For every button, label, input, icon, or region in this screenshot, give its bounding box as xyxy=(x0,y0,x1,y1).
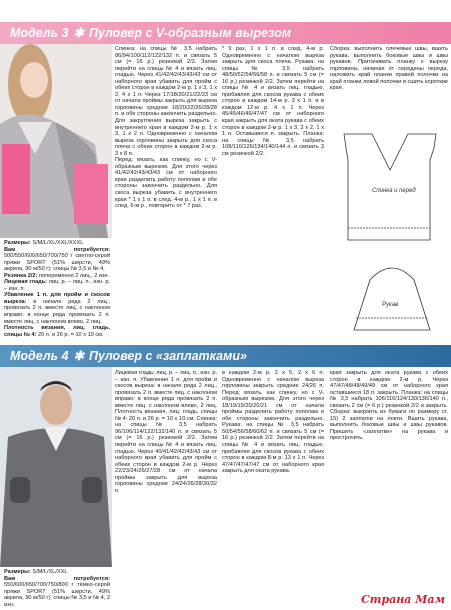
model3-front-text: Перед: вязать, как спинку, но с V-образным вырезом. Для этого через 41/42/42/43/43/43 см от наборного края разделить работу пополам и обе стороны закончить раздельно. Для скоса выреза убавить с внутреннего края * 1 х 1 п. в след. 4-м р., 1 х 1 п. в след. 6-м р., повторить от * 7 раз. xyxy=(115,157,217,210)
spec-text: лиц. р. – лиц. п., изн. р. – изн. п. xyxy=(4,279,110,292)
model4-photo xyxy=(0,367,112,567)
spec-text: 550/600/650/700/750/800 г тёмно-серой пряжи SPORT (51% шерсти, 49% акрила, 90 м/50 г); спицы № 3,5 и № 4, 2 изн. xyxy=(4,582,110,608)
spec-materials xyxy=(4,247,110,273)
spec-gauge xyxy=(4,325,110,338)
model3-assembly-text: Сборка: выполнить плечевые швы, вшить рукава, выполнить боковые швы и швы рукавов. Притачивать планку к вырезу горловины, начиная от середины переда, наложить край планки правой полочки на край планки левой полочки и сшить короткие края. xyxy=(330,46,448,92)
star-icon: ✱ xyxy=(73,26,84,40)
spec-label: Вам потребуется: xyxy=(4,575,110,582)
spec-label: Размеры: xyxy=(4,569,31,575)
model3-title: Пуловер с V-образным вырезом xyxy=(89,26,292,40)
spec-label: Размеры: xyxy=(4,240,31,246)
sleeve-label: Рукав xyxy=(382,302,399,308)
model3-col4 xyxy=(330,46,448,118)
spec-text: 500/550/600/650/700/750 г светло-серой пряжи SPORT (51% шерсти, 49% акрила, 90 м/50 г); спицы № 3,5 и № 4. xyxy=(4,253,110,273)
model3-col2 xyxy=(115,46,217,340)
spec-label: Резинка 2/2: xyxy=(4,272,38,279)
model3-number: Модель 3 xyxy=(10,26,69,40)
model4-number: Модель 4 xyxy=(10,349,69,363)
model4-col2 xyxy=(115,370,217,608)
spec-text: попеременно 2 лиц., 2 изн. xyxy=(38,272,110,279)
model4-back-text: Лицевая гладь: лиц. р. – лиц. п., изн. р. – изн. п. Убавление 1 п. для пройм и скосов выреза: в начале ряда 2 лиц., провязать 2 п. вместе лиц. с наклоном вправо; в конце ряда провязать 2 п. вместе лиц. с наклоном влево, 2 лиц. Плотность вязания, лиц. гладь, спицы № 4: 20 п. и 26 р. = 10 х 10 см. Спинка: на спицы № 3,5 набрать 96/106/114/122/132/140 п. и связать 5 см (= 16 р.) резинкой 2/2. Затем перейти на спицы № 4 и вязать лиц. гладью. Через 40/41/42/42/43/43 см от наборного края убавить для пройм с обеих сторон в каждом 2-м р. Через 22/23/24/26/27/28 см от начала проймы закрыть для выреза горловины средние 24/24/26/28/30/32 п. xyxy=(115,370,217,494)
model3-banner xyxy=(0,22,451,44)
spec-materials xyxy=(4,576,110,609)
front-back-label: Спинка и перед xyxy=(372,188,416,194)
spec-stockinette xyxy=(4,279,110,292)
model4-title: Пуловер с «заплатками» xyxy=(89,349,247,363)
spec-label: Плотность вязания, лиц. гладь, спицы № 4: xyxy=(4,325,110,338)
site-logo: Страна Мам xyxy=(361,593,445,606)
spec-text: S/M/L/XL/XXL xyxy=(32,569,68,575)
model3-specs xyxy=(4,240,110,340)
model4-photo-illustration xyxy=(0,367,112,567)
pattern-diagram xyxy=(330,120,448,342)
model3-schematic xyxy=(330,120,448,342)
model3-sleeves-text: * 9 раз, 1 х 1 п. в след. 4-м р. Одновременно с началом выреза закрыть для скоса плеча. Рукава: на спицы № 3,5 набрать 48/50/52/54/56/58 п. и связать 5 см (= 16 р.) резинкой 2/2. Затем перейти на спицы № 4 и вязать лиц. гладью, прибавляя для скосов рукава с обеих сторон в каждом 14-м р. 3 х 1 п. и в каждом 12-м р. 4 х 1 п. Через 45/45/46/46/47/47 см от наборного края закрыть для оката рукава с обеих сторон в каждом 2-м р. 1 х 3, 2 х 2, 1 х 1 п. Оставшиеся п. закрыть. Планка: на спицы № 3,5 набрать 108/116/126/134/140/144 п. и связать 3 см резинкой 2/2. xyxy=(222,46,324,157)
model3-photo xyxy=(0,44,112,238)
spec-decrease xyxy=(4,292,110,325)
model4-col3 xyxy=(222,370,324,608)
spec-label: Убавление 1 п. для пройм и скосов выреза: xyxy=(4,292,110,305)
model4-front-text: в каждом 2-м р. 2 х 5, 2 х 6 п. Одновременно с началом выреза горловины закрыть средние 24/26 п. Перед: вязать, как спинку, но с V-образным вырезом. Для этого через 18/19/19/20/20/21 см от начала проймы разделить работу пополам и обе стороны закончить раздельно. Рукава: на спицы № 3,5 набрать 50/54/56/58/60/62 п. и связать 5 см (= 16 р.) резинкой 2/2. Затем перейти на спицы № 4 и вязать лиц. гладью, прибавляя для скосов рукава с обеих сторон в каждом 8-м р. 13 х 1 п. Через 47/47/47/47/47 см от наборного края закрыть для оката рукава. xyxy=(222,370,324,475)
model4-banner xyxy=(0,345,451,367)
spec-text: в начале ряда 2 лиц., провязать 2 п. вместе лиц. с наклоном вправо; в конце ряда провязать 2 п. вместе лиц. с наклоном влево, 2 лиц. xyxy=(4,298,110,325)
model3-back-text: Спинка: на спицы № 3,5 набрать 86/94/100/112/122/132 п. и связать 5 см (= 16 р.) резинкой 2/2. Затем перейти на спицы № 4 и вязать лиц. гладью. Через 41/42/42/43/43/43 см от наборного края убавить для пройм с обеих сторон в каждом 2-м р. 1 х 3, 1 х 2, 4 х 1 п. Через 17/18/20/21/22/23 см от начала проймы закрыть для выреза горловины средние 18/20/22/26/28/28 п. и обе стороны закончить раздельно. Для закругления выреза закрыть с внутреннего края в каждом 2-м р. 1 х 3, 1 х 2 п. Одновременно с началом выреза горловины закрыть для скоса плеча с обеих сторон в каждом 2-м р. 3 х 8 п. xyxy=(115,46,217,157)
spec-label: Вам потребуется: xyxy=(4,246,110,253)
star-icon: ✱ xyxy=(73,349,84,363)
model3-photo-illustration xyxy=(0,44,112,238)
spec-label: Лицевая гладь: xyxy=(4,279,48,286)
spec-text: S/M/L/XL/XXL/XXXL xyxy=(32,240,84,246)
model3-col3 xyxy=(222,46,324,340)
model4-col4 xyxy=(330,370,448,590)
model4-assembly-text: края закрыть для оката рукава с обеих сторон в каждом 2-м р. Через 47/47/48/48/49/49 см от наборного края оставшиеся 18 п. закрыть. Планка: на спицы № 3,5 набрать 106/116/124/130/136/140 п., связать 2 см (= 6 р.) резинкой 2/2 и закрыть. Сборка: выкроить из бумаги по размеру ст. 15) 2 заплатки на локти. Вшить рукава, выполнить боковые швы и швы рукавов. Пришить «заплатки» на рукава и прострочить. xyxy=(330,370,448,442)
spec-text: 20 п. и 26 р. = 10 х 10 см. xyxy=(38,331,104,338)
model4-specs xyxy=(4,569,110,609)
